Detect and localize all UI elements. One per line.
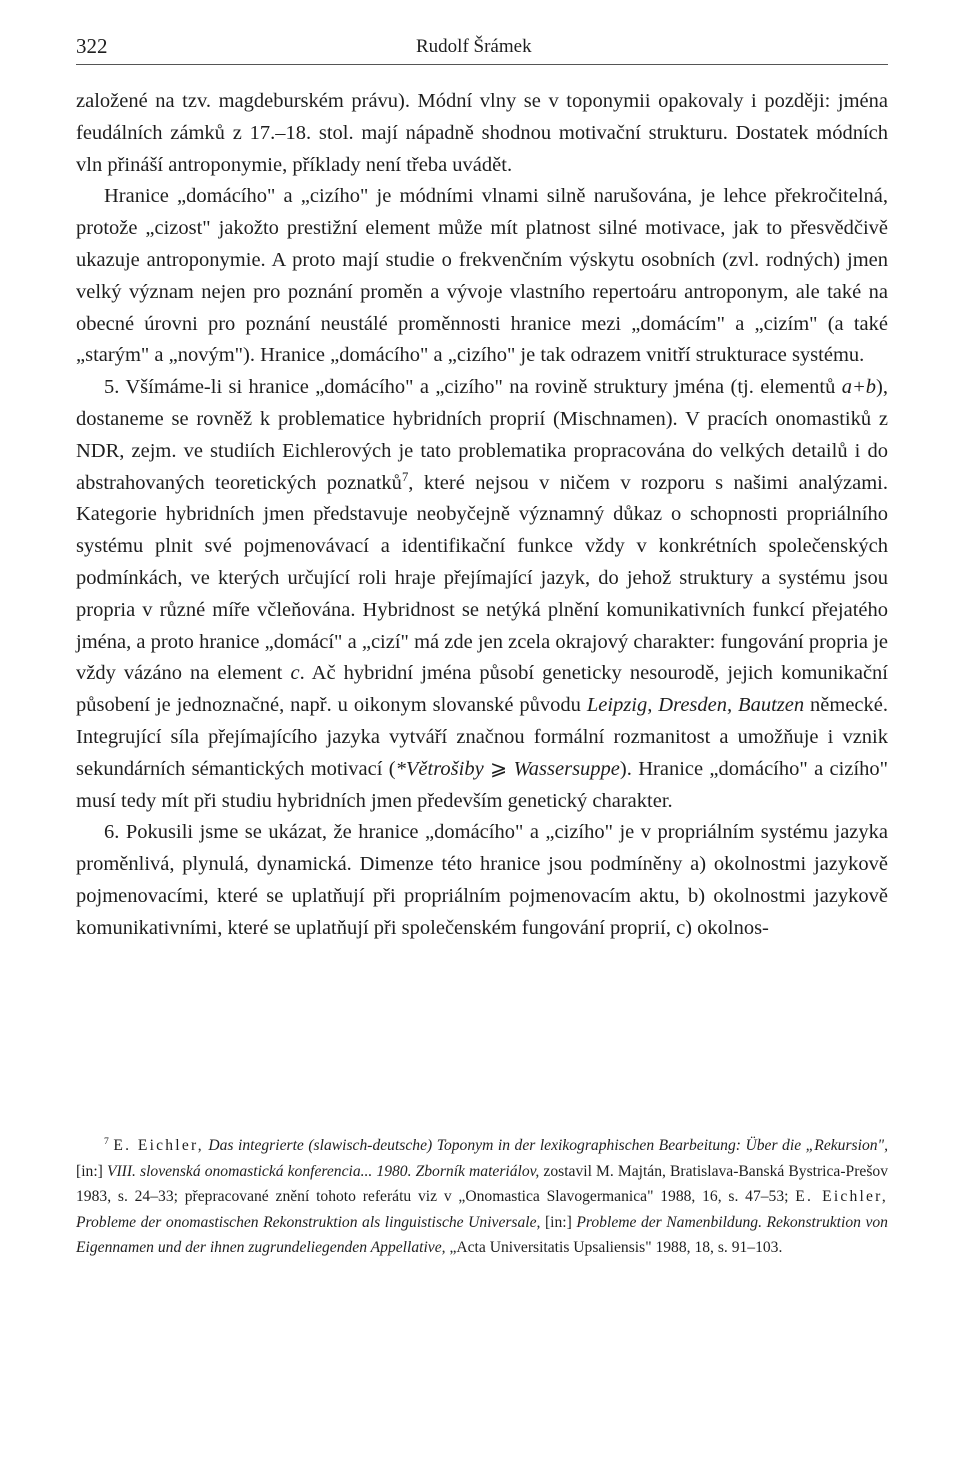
footnote-reference[interactable]: 7	[401, 469, 409, 484]
footnote-mark: 7	[104, 1135, 109, 1147]
p3-text-a: 5. Všímáme-li si hranice „domácího" a „cizího" na rovině struktury jména (tj. elementů	[104, 376, 836, 399]
paragraph-3	[76, 372, 888, 817]
page-number: 322	[76, 34, 108, 58]
derivation-symbol: ⩾	[490, 757, 508, 780]
footnote-title-3: Probleme der Namenbildung. Rekonstruktion von Eigennamen und der ihnen zugrundeliegenden Appellative,	[76, 1213, 888, 1257]
footnote-conference: VIII. slovenská onomastická konferencia... 1980. Zborník materiálov,	[106, 1162, 540, 1180]
footnote-in-1: [in:]	[76, 1162, 103, 1180]
p3-text-d: . Ač hybridní jména působí geneticky nesourodě, jejich komunikační působení je jednoznačné, např. u oikonym slovanské původu	[76, 662, 888, 717]
example-wassersuppe: Wassersuppe	[513, 757, 620, 780]
p3-text-f: ). Hranice „domácího" a cizího" musí tedy mít při studiu hybridních jmen především genetický charakter.	[76, 757, 889, 812]
p3-text-b: ), dostaneme se rovněž k problematice hybridních proprií (Mischnamen). V pracích onomastiků z NDR, zejm. ve studiích Eichlerových je tato problematika propracována do velkých detailů i do abstrahovaných teoretických poznatků	[76, 376, 888, 494]
footnote-title-1: Das integrierte (slawisch-deutsche) Toponym in der lexikographischen Bearbeitung: Über die „Rekursion",	[208, 1137, 888, 1154]
footnote-in-2: [in:]	[544, 1213, 572, 1231]
example-vetrosiby: *Větrošiby	[395, 757, 484, 780]
paragraph-2: Hranice „domácího" a „cizího" je módními vlnami silně narušována, je lehce překročitelná, protože „cizost" jakožto prestižní element může mít platnost silné motivace, jak to přesvědčivě ukazuje antroponymie. A proto mají studie o frekvenčním výskytu osobních (zvl. rodných) jmen velký význam nejen pro poznání proměn a vývoje vlastního repertoáru antroponym, ale také na obecné úrovni pro poznání neustálé proměnnosti hranice mezi „domácím" a „cizím" (a také „starým" a „novým"). Hranice „domácího" a „cizího" je tak odrazem vnitří strukturace systému.	[76, 185, 888, 367]
paragraph-4: 6. Pokusili jsme se ukázat, že hranice „domácího" a „cizího" je v propriálním systému jazyka proměnlivá, plynulá, dynamická. Dimenze této hranice jsou podmíněny a) okolnostmi jazykově pojmenovacími, které se uplatňují při propriálním pojmenovacím aktu, b) okolnostmi jazykově komunikativními, které se uplatňují při společenském fungování proprií, c) okolnos-	[76, 821, 888, 939]
example-place-names: Leipzig, Dresden, Bautzen	[586, 694, 805, 717]
running-head-author: Rudolf Šrámek	[416, 36, 532, 57]
footnote-title-2: Probleme der onomastischen Rekonstruktion als linguistische Universale,	[76, 1213, 541, 1231]
p3-text-c: , které nejsou v ničem v rozporu s našimi analýzami. Kategorie hybridních jmen představuje neobyčejně významný důkaz o schopnosti propriálního systému plnit své pojmenovávací a identifikační funkce vždy v konkrétních společenských podmínkách, ve kterých určující roli hraje přejímající jazyk, do jehož struktury a systému jsou propria v různé míře včleňována. Hybridnost se netýká plnění komunikativních funkcí přejatého jména, a proto hranice „domácí" a „cizí" má zde jen zcela okrajový charakter: fungování propria je vždy vázáno na element	[76, 471, 888, 685]
element-c: c	[290, 662, 300, 685]
formula-a-plus-b: a+b	[841, 376, 877, 399]
p3-text-e: německé. Integrující síla přejímajícího jazyka vytváří značnou formální rozmanitost a umožňuje i vznik sekundárních sémantických motivací (	[76, 694, 888, 780]
footnote-rest-2: „Acta Universitatis Upsaliensis" 1988, 18, s. 91–103.	[449, 1239, 783, 1257]
footnote-author-2: E. Eichler,	[795, 1188, 888, 1206]
paragraph-1: založené na tzv. magdeburském právu). Módní vlny se v toponymii opakovaly i později: jména feudálních zámků z 17.–18. stol. mají nápadně shodnou motivační strukturu. Dostatek módních vln přináší antroponymie, příklady není třeba uvádět.	[76, 90, 888, 176]
body-text	[76, 86, 888, 945]
running-head	[76, 30, 888, 65]
footnote-7	[76, 1133, 888, 1261]
footnote-author-1: E. Eichler,	[113, 1137, 204, 1154]
footnote-rest-1: zostavil M. Majtán, Bratislava-Banská Bystrica-Prešov 1983, s. 24–33; přepracované znění tohoto referátu viz v „Onomastica Slavogermanica" 1988, 16, s. 47–53;	[76, 1162, 888, 1206]
